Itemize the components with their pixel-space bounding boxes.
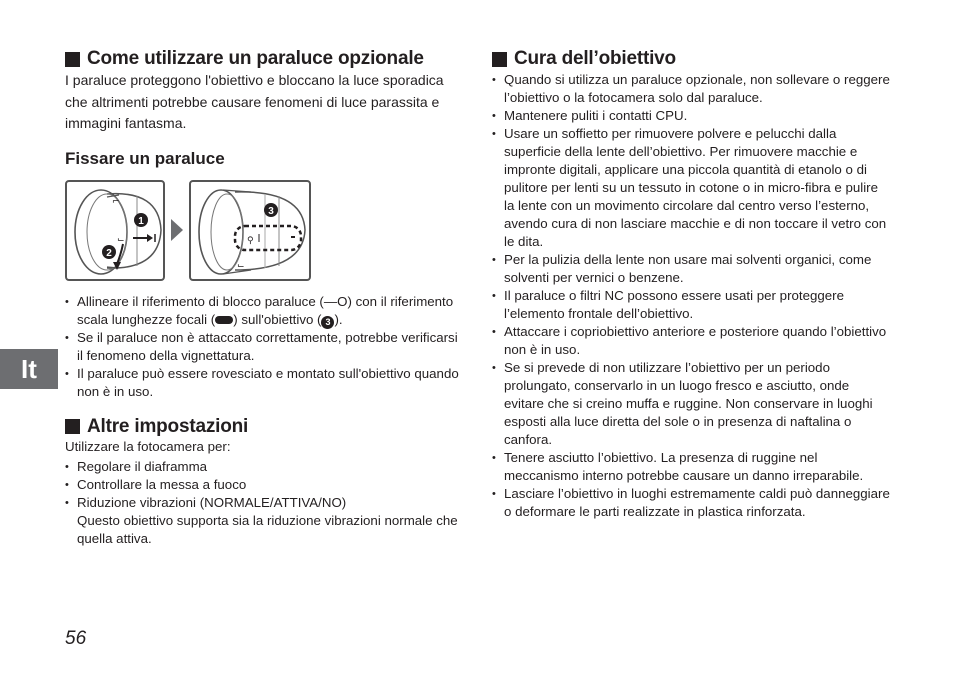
section-heading-lens-care: Cura dell’obiettivo bbox=[492, 48, 890, 70]
list-item: • Riduzione vibrazioni (NORMALE/ATTIVA/NO) bbox=[65, 494, 465, 512]
list-item: • Mantenere puliti i contatti CPU. bbox=[492, 107, 890, 125]
lock-mark-symbol: —O bbox=[323, 293, 348, 309]
language-tab: It bbox=[0, 349, 58, 389]
list-item: • Regolare il diaframma bbox=[65, 458, 465, 476]
hood-illustration bbox=[65, 180, 465, 281]
hood-figure-step2 bbox=[189, 180, 311, 281]
list-item: • Tenere asciutto l’obiettivo. La presenza di ruggine nel meccanismo interno potrebbe causare un danno irreparabile. bbox=[492, 449, 890, 485]
hood-bullets bbox=[65, 293, 465, 401]
lens-hood-attached-drawing bbox=[191, 182, 309, 279]
list-item: • Usare un soffietto per rimuovere polvere e pelucchi dalla superficie della lente dell’obiettivo. Per rimuovere macchie e impronte digitali, applicare una piccola quantità di etanolo o di pulitore per lenti su un tessuto in cotone o in micro-fibra e pulire la lente con un movimento circolare dal centro verso l’esterno, avendo cura di non lasciare macchie e di non toccare il vetro con le dita. bbox=[492, 125, 890, 251]
section-heading-other-settings: Altre impostazioni bbox=[65, 416, 465, 438]
svg-text:⌙: ⌙ bbox=[237, 260, 245, 271]
list-item: • Allineare il riferimento di blocco paraluce (—O) con il riferimento scala lunghezze focali ( ) sull'obiettivo ( 3 ). bbox=[65, 293, 465, 329]
focal-length-mark-icon bbox=[215, 316, 233, 324]
callout-3: 3 bbox=[268, 205, 274, 217]
list-item: • Controllare la messa a fuoco bbox=[65, 476, 465, 494]
list-item: • Attaccare i copriobiettivo anteriore e posteriore quando l’obiettivo non è in uso. bbox=[492, 323, 890, 359]
svg-text:⌐: ⌐ bbox=[112, 196, 120, 207]
square-bullet-icon bbox=[65, 52, 80, 67]
lens-hood-intro: I paraluce proteggono l'obiettivo e bloccano la luce sporadica che altrimenti potrebbe causare fenomeni di luce parassita e immagini fantasma. bbox=[65, 72, 444, 131]
hood-figure-step1 bbox=[65, 180, 165, 281]
list-item: • Il paraluce o filtri NC possono essere usati per proteggere l’elemento frontale dell’obiettivo. bbox=[492, 287, 890, 323]
list-item: • Per la pulizia della lente non usare mai solventi organici, come solventi per vernici o benzene. bbox=[492, 251, 890, 287]
list-item: • Quando si utilizza un paraluce opzionale, non sollevare o reggere l’obiettivo o la fotocamera solo dal paraluce. bbox=[492, 71, 890, 107]
list-item: • Il paraluce può essere rovesciato e montato sull'obiettivo quando non è in uso. bbox=[65, 365, 465, 401]
callout-3-inline: 3 bbox=[321, 316, 334, 329]
square-bullet-icon bbox=[65, 419, 80, 434]
lens-hood-drawing bbox=[67, 182, 163, 279]
other-settings-list bbox=[65, 458, 465, 512]
square-bullet-icon bbox=[492, 52, 507, 67]
list-item: • Se il paraluce non è attaccato correttamente, potrebbe verificarsi il fenomeno della vignettatura. bbox=[65, 329, 465, 365]
page-number: 56 bbox=[65, 628, 87, 649]
lens-care-list bbox=[492, 71, 890, 521]
right-column bbox=[492, 48, 890, 521]
subheading-attach-hood: Fissare un paraluce bbox=[65, 148, 225, 168]
vr-note: Questo obiettivo supporta sia la riduzione vibrazioni normale che quella attiva. bbox=[77, 512, 458, 546]
list-item: • Se si prevede di non utilizzare l’obiettivo per un periodo prolungato, conservarlo in un luogo fresco e asciutto, onde evitare che si creino muffa e ruggine. Non conservare in luoghi esposti alla luce diretta del sole o in presenza di naftalina o canfora. bbox=[492, 359, 890, 449]
other-settings-intro: Utilizzare la fotocamera per: bbox=[65, 438, 231, 454]
svg-text:⚲: ⚲ bbox=[247, 235, 254, 246]
callout-1: 1 bbox=[138, 215, 144, 227]
step-arrow-icon bbox=[171, 219, 183, 241]
callout-2: 2 bbox=[106, 247, 112, 259]
svg-text:⌙: ⌙ bbox=[117, 234, 125, 245]
section-heading-lens-hood: Come utilizzare un paraluce opzionale bbox=[65, 48, 465, 70]
list-item: • Lasciare l’obiettivo in luoghi estremamente caldi può danneggiare o deformare le parti realizzate in plastica rinforzata. bbox=[492, 485, 890, 521]
left-column bbox=[65, 48, 465, 548]
